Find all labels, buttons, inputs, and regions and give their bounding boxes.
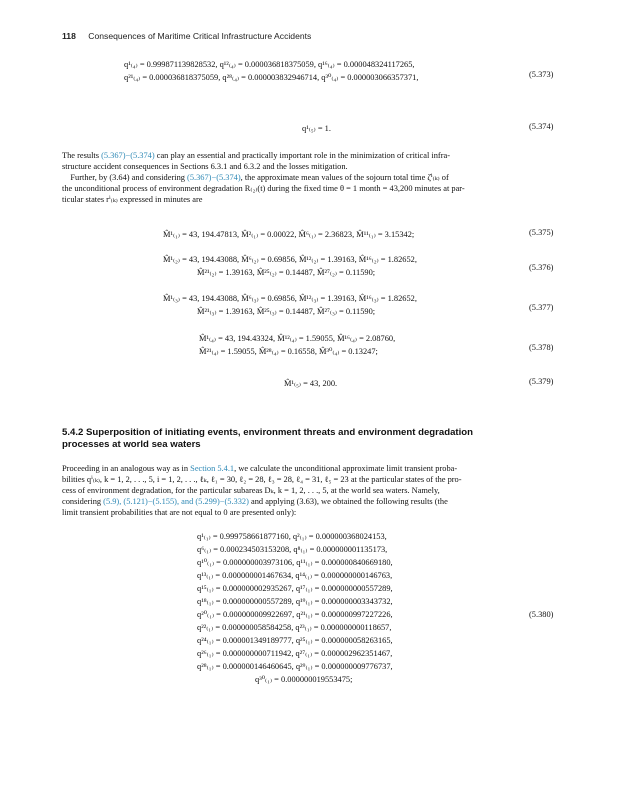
equation-line: M̂²¹₍₄₎ = 1.59055, M̂²⁸₍₄₎ = 0.16558, M̂³⁰₍₄₎ = 0.13247;: [199, 347, 378, 356]
body-paragraph: [62, 463, 563, 518]
equation-line: q¹₍₁₎ = 0.999758661877160, q²₍₁₎ = 0.000000368024153,: [197, 532, 387, 541]
equation-5-380: [197, 530, 393, 686]
equation-number: (5.375): [529, 228, 554, 237]
equation-line: q²⁰₍₁₎ = 0.000000009922697, q²¹₍₁₎ = 0.000000997227226,: [197, 610, 393, 619]
section-heading-line: 5.4.2 Superposition of initiating events, environment threats and environment degradation: [62, 427, 473, 438]
equation-line: M̂¹₍₂₎ = 43, 194.43088, M̂⁶₍₂₎ = 0.69856, M̂¹²₍₂₎ = 1.39163, M̂¹⁶₍₂₎ = 1.82652,: [163, 255, 417, 264]
equation-line: M̂¹₍₁₎ = 43, 194.47813, M̂²₍₁₎ = 0.00022, M̂⁶₍₁₎ = 2.36823, M̂¹¹₍₁₎ = 3.15342;: [163, 230, 415, 239]
equation-line: M̂²¹₍₃₎ = 1.39163, M̂²⁵₍₃₎ = 0.14487, M̂²⁷₍₃₎ = 0.11590;: [197, 307, 376, 316]
equation-line: q²¹₍₄₎ = 0.000036818375059, q²⁸₍₄₎ = 0.000003832946714, q³⁰₍₄₎ = 0.000003066357371,: [124, 73, 419, 82]
section-heading: [62, 427, 562, 451]
equation-number: (5.380): [529, 610, 554, 619]
equation-5-374: [302, 122, 331, 135]
equation-reference-link[interactable]: (5.367)−(5.374): [101, 151, 155, 160]
equation-line: q²⁸₍₁₎ = 0.000000146460645, q²⁹₍₁₎ = 0.000000009776737,: [197, 662, 393, 671]
running-title: Consequences of Maritime Critical Infrastructure Accidents: [88, 31, 312, 41]
section-heading-line: processes at world sea waters: [62, 439, 201, 450]
text-line: Further, by (3.64) and considering (5.367)−(5.374), the approximate mean values of the sojourn total time ζ̂ⁱ₍ₖ₎ of: [62, 173, 449, 182]
equation-line: q²⁴₍₁₎ = 0.000001349189777, q²⁵₍₁₎ = 0.000000058263165,: [197, 636, 393, 645]
equation-reference-link[interactable]: (5.367)−(5.374): [187, 173, 241, 182]
equation-line: M̂²¹₍₂₎ = 1.39163, M̂²⁵₍₂₎ = 0.14487, M̂²⁷₍₂₎ = 0.11590;: [197, 268, 376, 277]
equation-number: (5.377): [529, 303, 554, 312]
equation-line: q¹³₍₁₎ = 0.000000001467634, q¹⁴₍₁₎ = 0.000000000146763,: [197, 571, 393, 580]
equation-reference-link[interactable]: (5.9), (5.121)−(5.155), and (5.299)−(5.332): [103, 497, 249, 506]
section-reference-link[interactable]: Section 5.4.1: [190, 464, 235, 473]
equation-line: M̂¹₍₄₎ = 43, 194.43324, M̂¹²₍₄₎ = 1.59055, M̂¹⁶₍₄₎ = 2.08760,: [199, 334, 396, 343]
equation-5-378: [199, 332, 395, 358]
equation-number: (5.376): [529, 263, 554, 272]
equation-5-377: [163, 292, 417, 318]
text-line: bilities qⁱ₍ₖ₎, k = 1, 2, . . ., 5, i = 1, 2, . . ., ℓₖ, ℓ₁ = 30, ℓ₂ = 28, ℓ₃ = 28, ℓ₄ = 31, ℓ₅ = 23 at the particular states of the pro-: [62, 475, 462, 484]
body-paragraph: [62, 150, 563, 205]
text-line: The results (5.367)−(5.374) can play an essential and practically important role in the minimization of critical infra-: [62, 151, 450, 160]
equation-line: M̂¹₍₃₎ = 43, 194.43088, M̂⁶₍₃₎ = 0.69856, M̂¹²₍₃₎ = 1.39163, M̂¹⁶₍₃₎ = 1.82652,: [163, 294, 417, 303]
equation-line: q¹₍₅₎ = 1.: [302, 124, 331, 133]
text-line: ticular states rⁱ₍ₖ₎ expressed in minutes are: [62, 195, 203, 204]
equation-5-376: [163, 253, 417, 279]
equation-number: (5.378): [529, 343, 554, 352]
equation-5-373: [124, 58, 418, 84]
text-line: considering (5.9), (5.121)−(5.155), and (5.299)−(5.332) and applying (3.63), we obtained the following results (the: [62, 497, 448, 506]
equation-line: q¹⁸₍₁₎ = 0.000000000557289, q¹⁹₍₁₎ = 0.000000003343732,: [197, 597, 393, 606]
equation-5-375: [163, 228, 414, 241]
equation-line: q¹⁰₍₁₎ = 0.000000003973106, q¹¹₍₁₎ = 0.000000840669180,: [197, 558, 393, 567]
equation-line: q¹⁵₍₁₎ = 0.000000002935267, q¹⁷₍₁₎ = 0.000000000557289,: [197, 584, 393, 593]
equation-number: (5.373): [529, 70, 554, 79]
text-line: limit transient probabilities that are not equal to 0 are presented only):: [62, 508, 297, 517]
equation-number: (5.379): [529, 377, 554, 386]
text-line: the unconditional process of environment degradation R₍₂₎(t) during the fixed time θ = 1 month = 43,200 minutes at par-: [62, 184, 465, 193]
page-number: 118: [62, 31, 76, 41]
text-line: cess of environment degradation, for the particular subareas Dₖ, k = 1, 2, . . ., 5, at the world sea waters. Namely,: [62, 486, 440, 495]
equation-number: (5.374): [529, 122, 554, 131]
text-line: structure accident consequences in Sections 6.3.1 and 6.3.2 and the losses mitigation.: [62, 162, 348, 171]
equation-line: q²²₍₁₎ = 0.000000058584258, q²³₍₁₎ = 0.000000000118657,: [197, 623, 392, 632]
equation-line: M̂¹₍₅₎ = 43, 200.: [284, 379, 338, 388]
equation-line: q⁶₍₁₎ = 0.000234503153208, q⁸₍₁₎ = 0.000000001135173,: [197, 545, 388, 554]
equation-line: q³⁰₍₁₎ = 0.000000019553475;: [255, 675, 353, 684]
equation-5-379: [284, 377, 337, 390]
text-line: Proceeding in an analogous way as in Section 5.4.1, we calculate the unconditional approximate limit transient proba-: [62, 464, 458, 473]
running-header: [62, 31, 311, 41]
equation-line: q¹₍₄₎ = 0.999871139828532, q¹²₍₄₎ = 0.000036818375059, q¹⁶₍₄₎ = 0.000048324117265,: [124, 60, 415, 69]
equation-line: q²⁶₍₁₎ = 0.000000000711942, q²⁷₍₁₎ = 0.000002962351467,: [197, 649, 393, 658]
